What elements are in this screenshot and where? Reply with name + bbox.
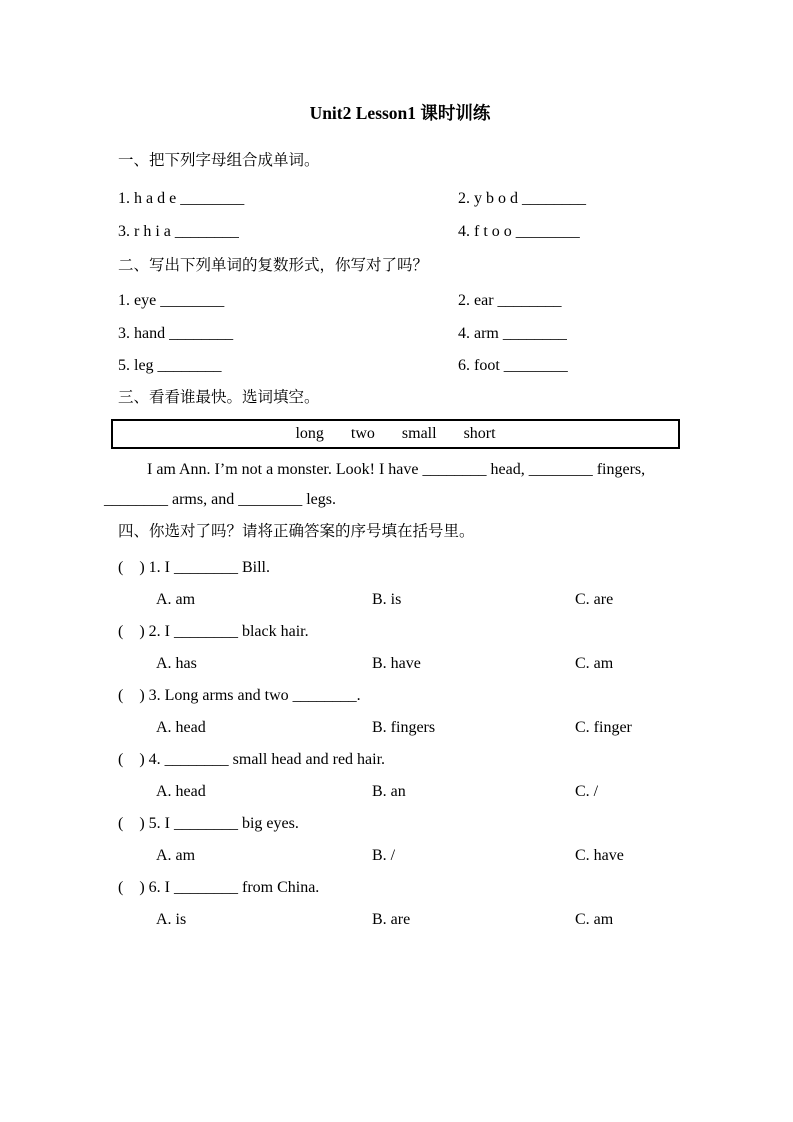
question-4-option-b: B. an: [372, 783, 406, 800]
section2-row3: [118, 355, 682, 376]
question-3-stem: ( ) 3. Long arms and two ________.: [118, 687, 361, 704]
section1-item-3: 3. r h i a ________: [118, 223, 239, 240]
question-6-options: [118, 909, 682, 930]
question-4-options: [118, 781, 682, 802]
question-6-option-c: C. am: [575, 911, 614, 928]
question-3-options: [118, 717, 682, 738]
question-3-option-b: B. fingers: [372, 719, 436, 736]
fill-in-passage: [104, 459, 696, 510]
question-5-stem: ( ) 5. I ________ big eyes.: [118, 815, 299, 832]
section1-item-2: 2. y b o d ________: [458, 190, 586, 207]
question-2-option-b: B. have: [372, 655, 421, 672]
question-2-options: [118, 653, 682, 674]
section1-item-1: 1. h a d e ________: [118, 190, 245, 207]
question-2-option-a: A. has: [156, 655, 197, 672]
question-4-stem: ( ) 4. ________ small head and red hair.: [118, 751, 386, 768]
question-5-option-b: B. /: [372, 847, 396, 864]
question-6-option-b: B. are: [372, 911, 411, 928]
passage-line-1: I am Ann. I’m not a monster. Look! I have ________ head, ________ fingers,: [147, 461, 646, 478]
section2-item-1: 1. eye ________: [118, 292, 225, 309]
question-5-option-a: A. am: [156, 847, 196, 864]
page-title: Unit2 Lesson1 课时训练: [309, 103, 491, 123]
word-bank-word-3: small: [401, 425, 437, 442]
section2-item-4: 4. arm ________: [458, 325, 567, 342]
question-4-option-a: A. head: [156, 783, 206, 800]
section2-row1: [118, 290, 682, 311]
section4-heading: 四、你选对了吗？请将正确答案的序号填在括号里。: [118, 523, 475, 540]
question-2-stem: ( ) 2. I ________ black hair.: [118, 623, 309, 640]
word-bank-word-1: long: [295, 425, 324, 442]
section3-heading: 三、看看谁最快。选词填空。: [118, 389, 320, 406]
section1-row2: [118, 221, 682, 242]
question-6-stem: ( ) 6. I ________ from China.: [118, 879, 320, 896]
question-2-option-c: C. am: [575, 655, 614, 672]
question-1-option-b: B. is: [372, 591, 402, 608]
passage-line-2: ________ arms, and ________ legs.: [104, 491, 336, 508]
question-5-option-c: C. have: [575, 847, 624, 864]
question-3-option-c: C. finger: [575, 719, 632, 736]
word-bank-word-2: two: [350, 425, 375, 442]
section2-item-3: 3. hand ________: [118, 325, 234, 342]
question-1-stem: ( ) 1. I ________ Bill.: [118, 559, 270, 576]
question-4-option-c: C. /: [575, 783, 599, 800]
word-bank-box: [111, 419, 680, 449]
word-bank-word-4: short: [463, 425, 496, 442]
question-1-options: [118, 589, 682, 610]
section1-item-4: 4. f t o o ________: [458, 223, 580, 240]
section2-item-6: 6. foot ________: [458, 357, 568, 374]
question-6-option-a: A. is: [156, 911, 187, 928]
section2-item-5: 5. leg ________: [118, 357, 222, 374]
question-1-option-c: C. are: [575, 591, 614, 608]
section1-row1: [118, 188, 682, 209]
question-1-option-a: A. am: [156, 591, 196, 608]
section1-heading: 一、把下列字母组合成单词。: [118, 152, 320, 169]
section2-heading: 二、写出下列单词的复数形式，你写对了吗？: [118, 257, 429, 274]
question-3-option-a: A. head: [156, 719, 206, 736]
section2-row2: [118, 323, 682, 344]
question-5-options: [118, 845, 682, 866]
section2-item-2: 2. ear ________: [458, 292, 562, 309]
